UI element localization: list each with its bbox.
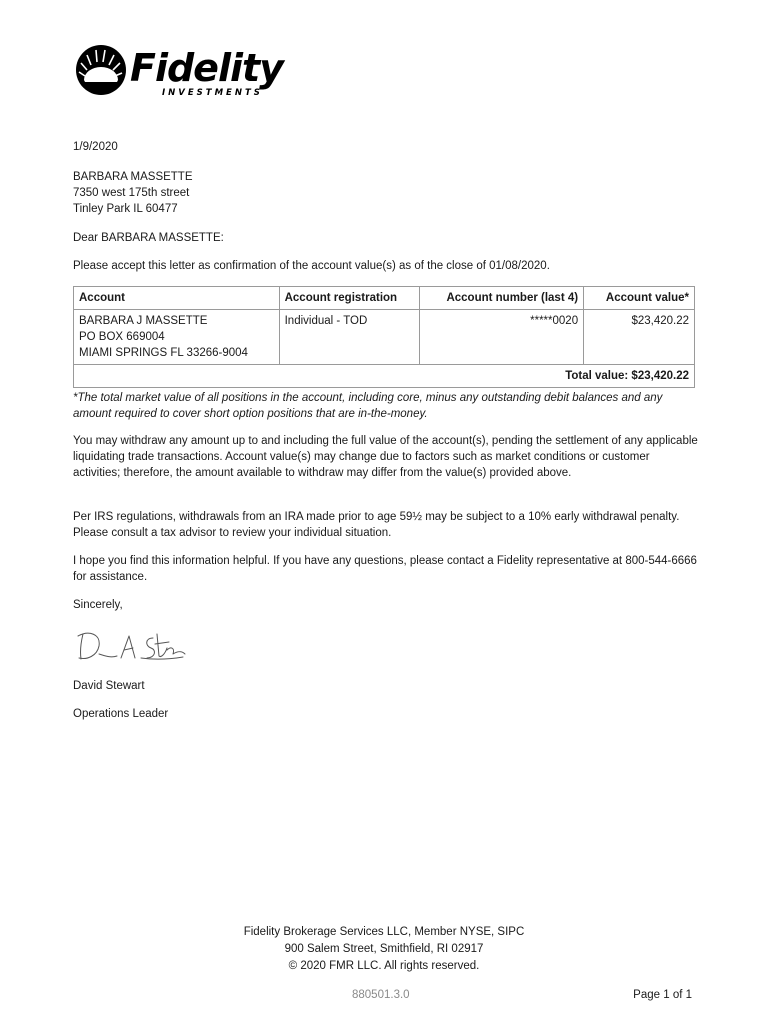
footnote-text: *The total market value of all positions in the account, including core, minus any outstanding debit balances and any amount required to cover short option positions that are in-the-money. bbox=[73, 392, 663, 420]
signer-title: Operations Leader bbox=[73, 708, 169, 720]
account-holder: BARBARA J MASSETTE bbox=[79, 315, 208, 327]
footer-address: 900 Salem Street, Smithfield, RI 02917 bbox=[284, 943, 484, 955]
header-account: Account bbox=[74, 287, 280, 310]
cell-registration: Individual - TOD bbox=[279, 310, 420, 365]
table-header-row bbox=[74, 287, 695, 310]
cell-account bbox=[74, 310, 280, 365]
document-code: 880501.3.0 bbox=[352, 989, 410, 1001]
account-table bbox=[73, 286, 695, 388]
footer-copyright: © 2020 FMR LLC. All rights reserved. bbox=[288, 960, 480, 972]
table-row bbox=[74, 310, 695, 365]
fidelity-logo-graphic bbox=[76, 44, 301, 98]
page-number: Page 1 of 1 bbox=[633, 989, 692, 1001]
fidelity-logo bbox=[76, 44, 301, 98]
sincerely-text: Sincerely, bbox=[73, 599, 123, 611]
signature bbox=[75, 626, 187, 666]
irs-text: Per IRS regulations, withdrawals from an IRA made prior to age 59½ may be subject to a 10% early withdrawal penalty. Please consult a tax advisor to review your individual situation. bbox=[73, 511, 680, 539]
header-registration: Account registration bbox=[279, 287, 420, 310]
footer-company: Fidelity Brokerage Services LLC, Member NYSE, SIPC bbox=[243, 926, 525, 938]
recipient-city: Tinley Park IL 60477 bbox=[73, 203, 178, 215]
header-account-value: Account value* bbox=[584, 287, 695, 310]
cell-account-value: $23,420.22 bbox=[584, 310, 695, 365]
recipient-name: BARBARA MASSETTE bbox=[73, 171, 193, 183]
withdraw-text: You may withdraw any amount up to and including the full value of the account(s), pending the settlement of any applicable liquidating trade transactions. Account value(s) may change due to factors such as market conditions or customer activities; therefore, the amount available to withdraw may differ from the value(s) provided above. bbox=[73, 435, 698, 479]
total-value: Total value: $23,420.22 bbox=[74, 365, 695, 388]
signature-graphic bbox=[75, 626, 187, 666]
salutation: Dear BARBARA MASSETTE: bbox=[73, 232, 224, 244]
signer-name: David Stewart bbox=[73, 680, 145, 692]
letter-date: 1/9/2020 bbox=[73, 141, 118, 153]
account-address-line1: PO BOX 669004 bbox=[79, 331, 165, 343]
closing-text: I hope you find this information helpful. If you have any questions, please contact a Fidelity representative at 800-544-6666 for assistance. bbox=[73, 555, 697, 583]
logo-wordmark: Fidelity bbox=[130, 46, 283, 90]
account-address-line2: MIAMI SPRINGS FL 33266-9004 bbox=[79, 347, 248, 359]
recipient-street: 7350 west 175th street bbox=[73, 187, 190, 199]
cell-account-number: *****0020 bbox=[420, 310, 584, 365]
total-row bbox=[74, 365, 695, 388]
intro-text: Please accept this letter as confirmation of the account value(s) as of the close of 01/08/2020. bbox=[73, 260, 550, 272]
logo-tagline: INVESTMENTS bbox=[162, 88, 263, 98]
recipient-address bbox=[73, 169, 698, 217]
footer bbox=[0, 924, 768, 975]
header-account-number: Account number (last 4) bbox=[420, 287, 584, 310]
